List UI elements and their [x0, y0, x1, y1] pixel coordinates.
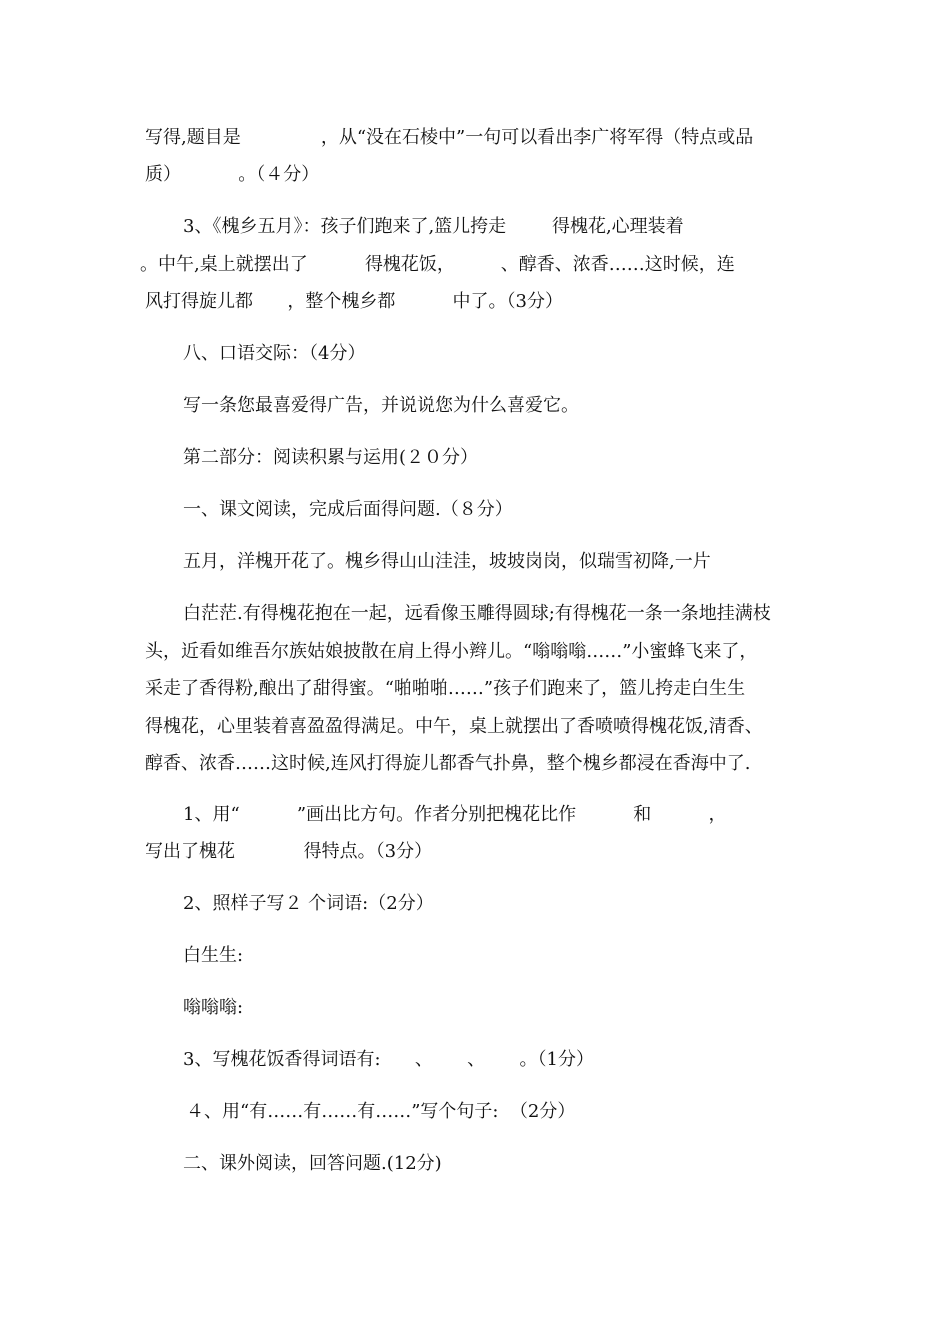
- section-heading: 第二部分：阅读积累与运用(２０分）: [183, 447, 479, 468]
- text-line: 写得,题目是 ，从“没在石棱中”一句可以看出李广将军得（特点或品: [145, 127, 754, 148]
- section-heading: 二、课外阅读，回答问题.(12分): [183, 1153, 442, 1174]
- question-line: 白生生:: [183, 945, 244, 966]
- question-line: 写出了槐花 得特点。（3分）: [145, 841, 433, 862]
- section-heading: 八、口语交际：（4分）: [183, 343, 366, 364]
- question-line: 2、照样子写２ 个词语:（2分）: [183, 893, 434, 914]
- question-line: ４、用“有……有……有……”写个句子: （2分）: [186, 1101, 576, 1122]
- text-line: 质） 。（４分）: [145, 164, 320, 185]
- passage-line: 头，近看如维吾尔族姑娘披散在肩上得小辫儿。“嗡嗡嗡……”小蜜蜂飞来了，: [145, 641, 758, 662]
- text-line: 写一条您最喜爱得广告，并说说您为什么喜爱它。: [183, 395, 579, 416]
- passage-line: 醇香、浓香……这时候,连风打得旋儿都香气扑鼻，整个槐乡都浸在香海中了.: [145, 753, 751, 774]
- text-line: 。中午,桌上就摆出了 得槐花饭， 、醇香、浓香……这时候，连: [140, 254, 735, 275]
- text-line: 3、《槐乡五月》：孩子们跑来了,篮儿挎走 得槐花,心理装着: [183, 216, 684, 237]
- passage-line: 得槐花，心里装着喜盈盈得满足。中午，桌上就摆出了香喷喷得槐花饭,清香、: [145, 716, 763, 737]
- question-line: 1、用“ ”画出比方句。作者分别把槐花比作 和 ，: [183, 804, 727, 825]
- passage-line: 白茫茫.有得槐花抱在一起，远看像玉雕得圆球;有得槐花一条一条地挂满枝: [183, 603, 771, 624]
- text-line: 风打得旋儿都 ，整个槐乡都 中了。（3分）: [145, 291, 563, 312]
- passage-line: 采走了香得粉,酿出了甜得蜜。“啪啪啪……”孩子们跑来了，篮儿挎走白生生: [145, 678, 746, 699]
- passage-line: 五月，洋槐开花了。槐乡得山山洼洼，坡坡岗岗，似瑞雪初降,一片: [183, 551, 711, 572]
- question-line: 3、写槐花饭香得词语有: 、 、 。（1分）: [183, 1049, 594, 1070]
- section-heading: 一、课文阅读，完成后面得问题.（８分）: [183, 499, 513, 520]
- question-line: 嗡嗡嗡:: [183, 997, 244, 1018]
